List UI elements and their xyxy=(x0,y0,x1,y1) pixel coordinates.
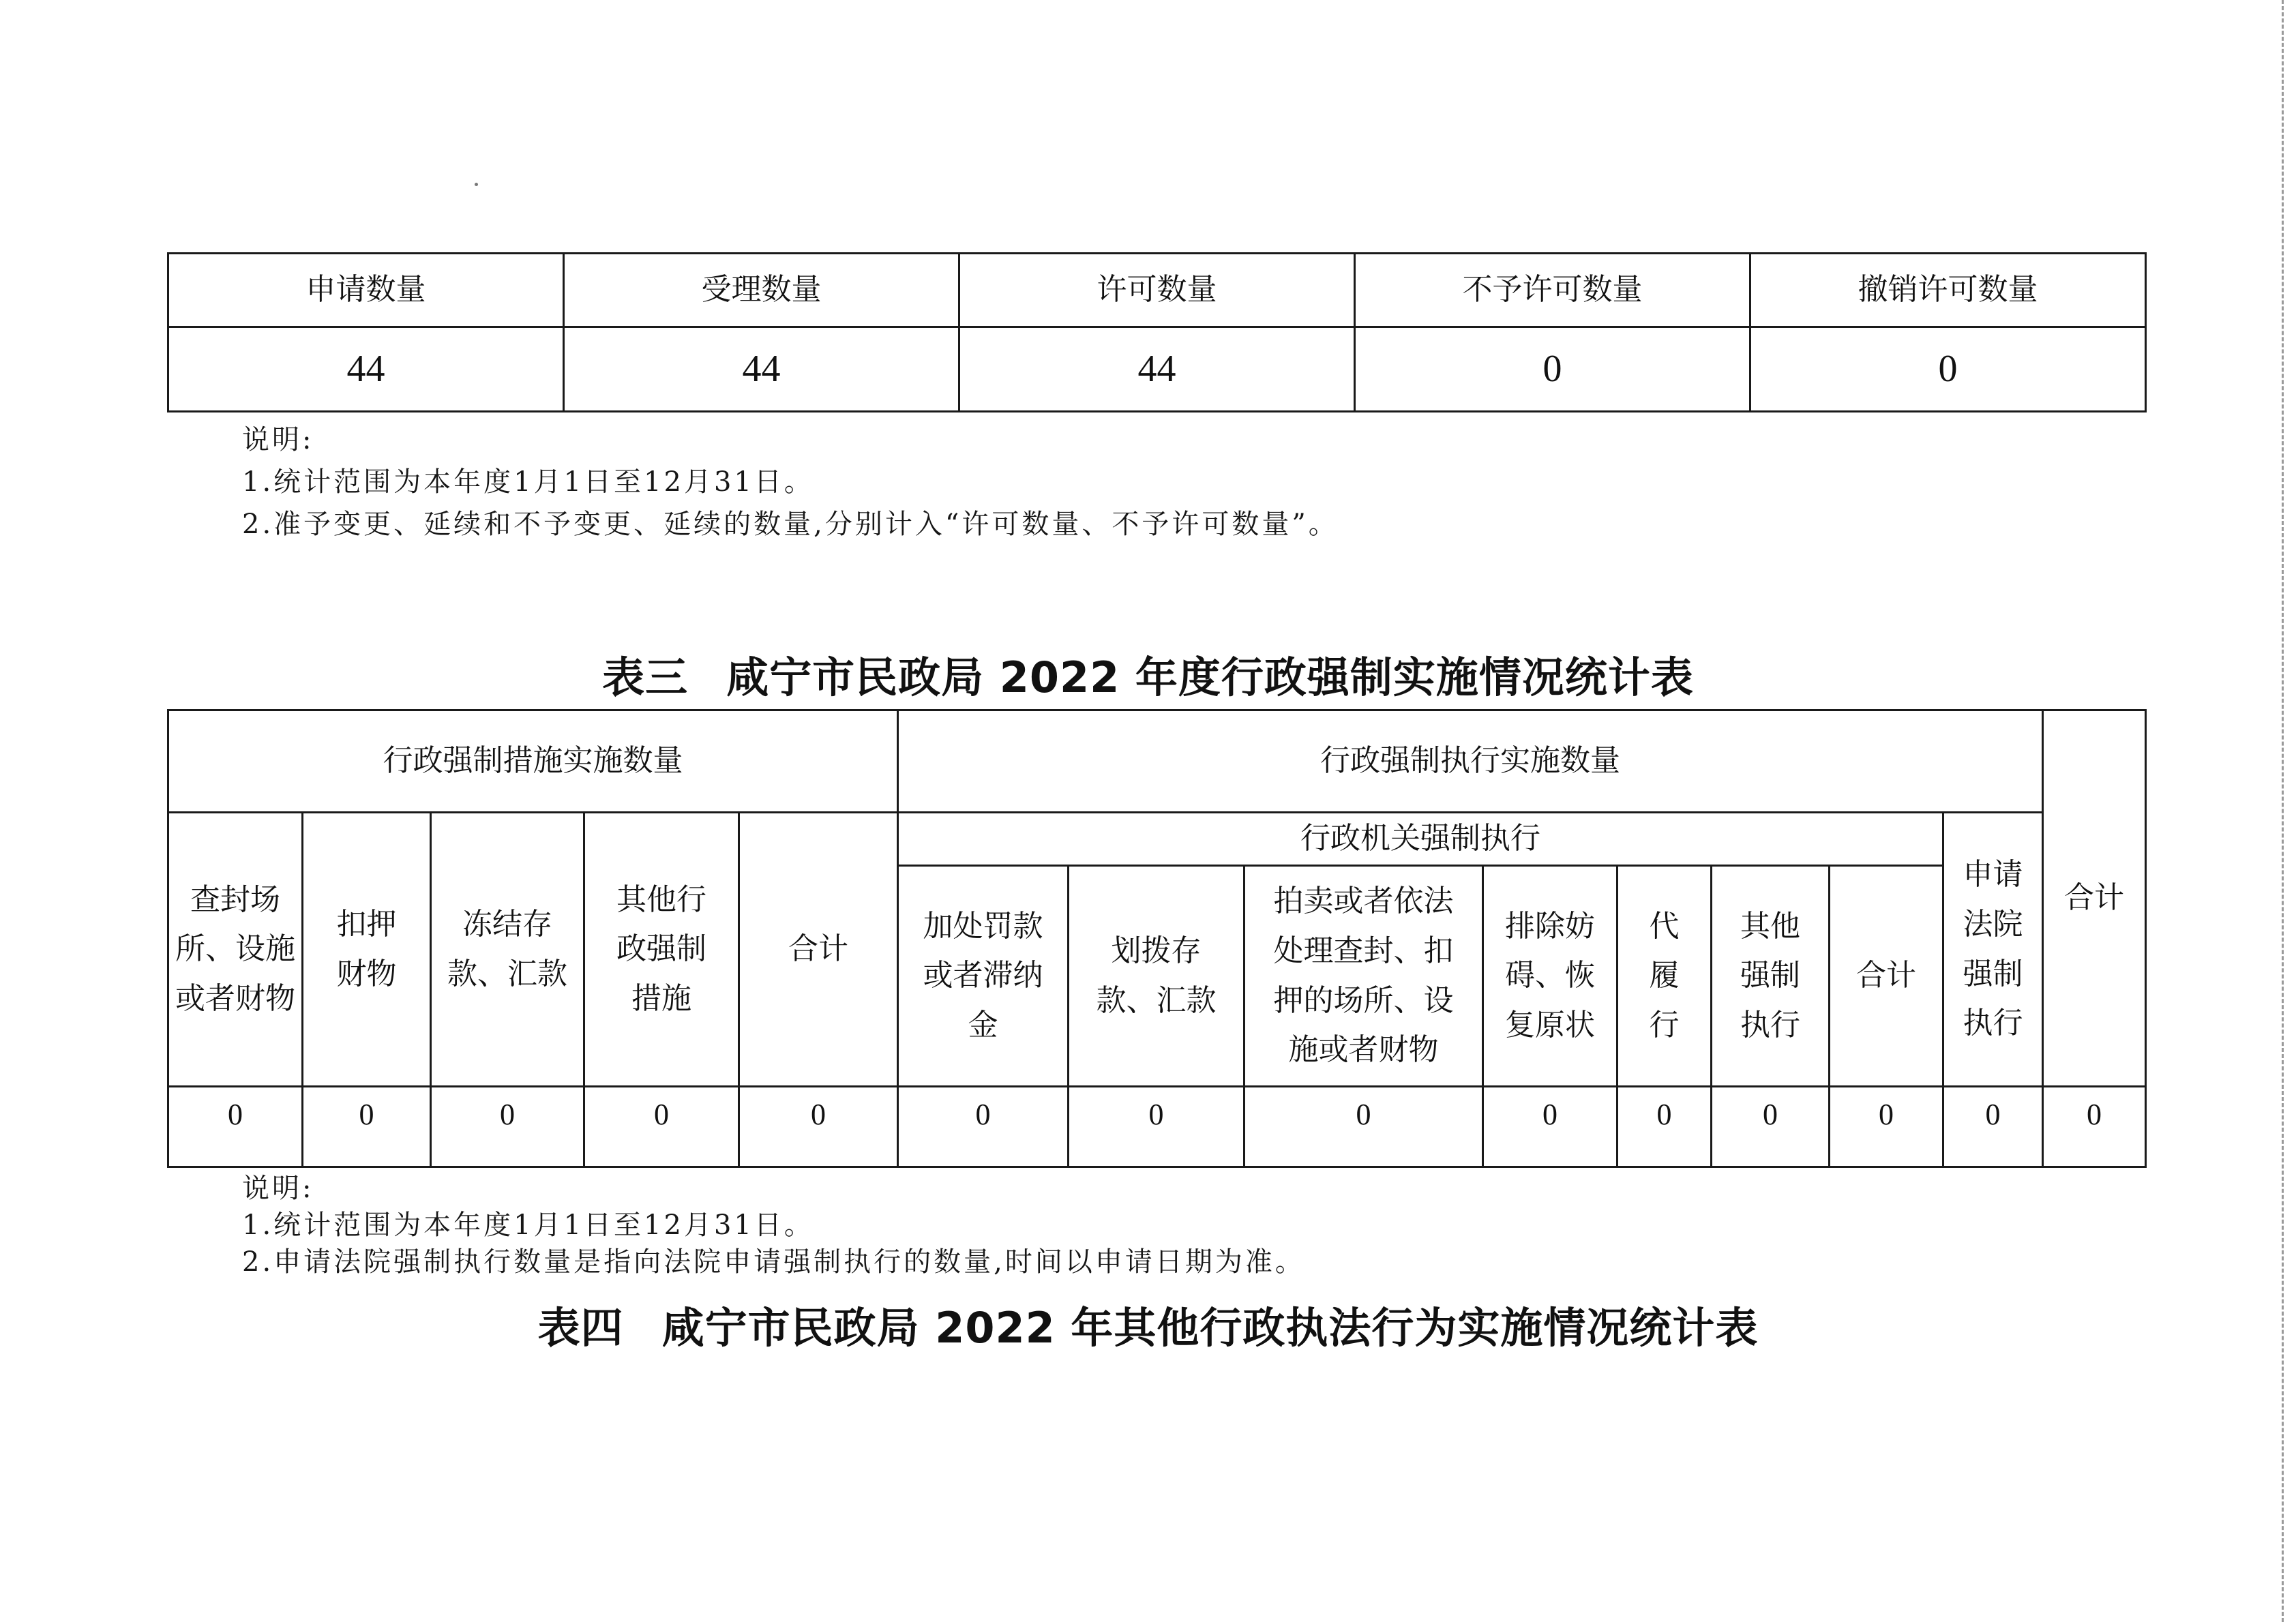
enforcement-value-row xyxy=(168,1087,2146,1167)
col-seize-property: 扣押财物 xyxy=(303,813,431,1087)
scan-speck xyxy=(475,183,478,186)
col-other-execution: 其他强制执行 xyxy=(1712,866,1830,1087)
title-text: 咸宁市民政局 2022 年度行政强制实施情况统计表 xyxy=(726,652,1694,702)
group-execution: 行政强制执行实施数量 xyxy=(898,710,2043,813)
notes-line: 2.申请法院强制执行数量是指向法院申请强制执行的数量,时间以申请日期为准。 xyxy=(242,1246,1305,1278)
subgroup-row xyxy=(168,813,2146,866)
col-remove-obstruction: 排除妨碍、恢复原状 xyxy=(1483,866,1617,1087)
col-other-measures: 其他行政强制措施 xyxy=(584,813,739,1087)
col-grand-total: 合计 xyxy=(2043,710,2146,1087)
table-cell: 0 xyxy=(739,1087,898,1167)
header-revoked: 撤销许可数量 xyxy=(1750,254,2146,327)
group-header-row xyxy=(168,710,2146,813)
title-tag: 表四 xyxy=(537,1303,624,1353)
col-fines: 加处罚款或者滞纳金 xyxy=(898,866,1069,1087)
enforcement-stats-table xyxy=(167,709,2147,1168)
group-measures: 行政强制措施实施数量 xyxy=(168,710,898,813)
header-accepted: 受理数量 xyxy=(564,254,959,327)
value-revoked: 0 xyxy=(1750,327,2146,412)
value-applications: 44 xyxy=(168,327,564,412)
table-cell: 0 xyxy=(1830,1087,1943,1167)
table-cell: 0 xyxy=(1244,1087,1483,1167)
table-cell: 0 xyxy=(2043,1087,2146,1167)
permit-value-row xyxy=(168,327,2146,412)
table-cell: 0 xyxy=(303,1087,431,1167)
value-accepted: 44 xyxy=(564,327,959,412)
col-measures-total: 合计 xyxy=(739,813,898,1087)
col-auction: 拍卖或者依法处理查封、扣押的场所、设施或者财物 xyxy=(1244,866,1483,1087)
table-cell: 0 xyxy=(431,1087,584,1167)
title-table-three xyxy=(0,644,2296,704)
table-cell: 0 xyxy=(168,1087,303,1167)
table-cell: 0 xyxy=(1712,1087,1830,1167)
table-cell: 0 xyxy=(898,1087,1069,1167)
col-agency-total: 合计 xyxy=(1830,866,1943,1087)
table-cell: 0 xyxy=(1483,1087,1617,1167)
value-not-permitted: 0 xyxy=(1355,327,1750,412)
col-court-execution: 申请法院强制执行 xyxy=(1943,813,2043,1087)
header-permitted: 许可数量 xyxy=(959,254,1355,327)
subgroup-agency-execution: 行政机关强制执行 xyxy=(898,813,1943,866)
notes-label: 说明: xyxy=(242,1173,314,1204)
col-freeze-deposits: 冻结存款、汇款 xyxy=(431,813,584,1087)
title-tag: 表三 xyxy=(602,652,689,702)
header-not-permitted: 不予许可数量 xyxy=(1355,254,1750,327)
table-cell: 0 xyxy=(1943,1087,2043,1167)
notes-enforcement xyxy=(242,1170,1305,1280)
notes-label: 说明: xyxy=(242,424,314,455)
title-text: 咸宁市民政局 2022 年其他行政执法行为实施情况统计表 xyxy=(661,1303,1759,1353)
notes-permit xyxy=(242,419,1339,545)
permit-header-row xyxy=(168,254,2146,327)
notes-line: 2.准予变更、延续和不予变更、延续的数量,分别计入“许可数量、不予许可数量”。 xyxy=(242,509,1339,540)
col-substitute-performance: 代履行 xyxy=(1617,866,1712,1087)
notes-line: 1.统计范围为本年度1月1日至12月31日。 xyxy=(242,466,814,498)
title-table-four xyxy=(0,1294,2296,1355)
table-cell: 0 xyxy=(1069,1087,1244,1167)
notes-line: 1.统计范围为本年度1月1日至12月31日。 xyxy=(242,1210,814,1241)
permit-stats-table xyxy=(167,252,2147,412)
col-seal-premises: 查封场所、设施或者财物 xyxy=(168,813,303,1087)
table-cell: 0 xyxy=(1617,1087,1712,1167)
header-applications: 申请数量 xyxy=(168,254,564,327)
page-edge-dashed-line xyxy=(2282,0,2284,1622)
col-transfer-deposits: 划拨存款、汇款 xyxy=(1069,866,1244,1087)
value-permitted: 44 xyxy=(959,327,1355,412)
table-cell: 0 xyxy=(584,1087,739,1167)
